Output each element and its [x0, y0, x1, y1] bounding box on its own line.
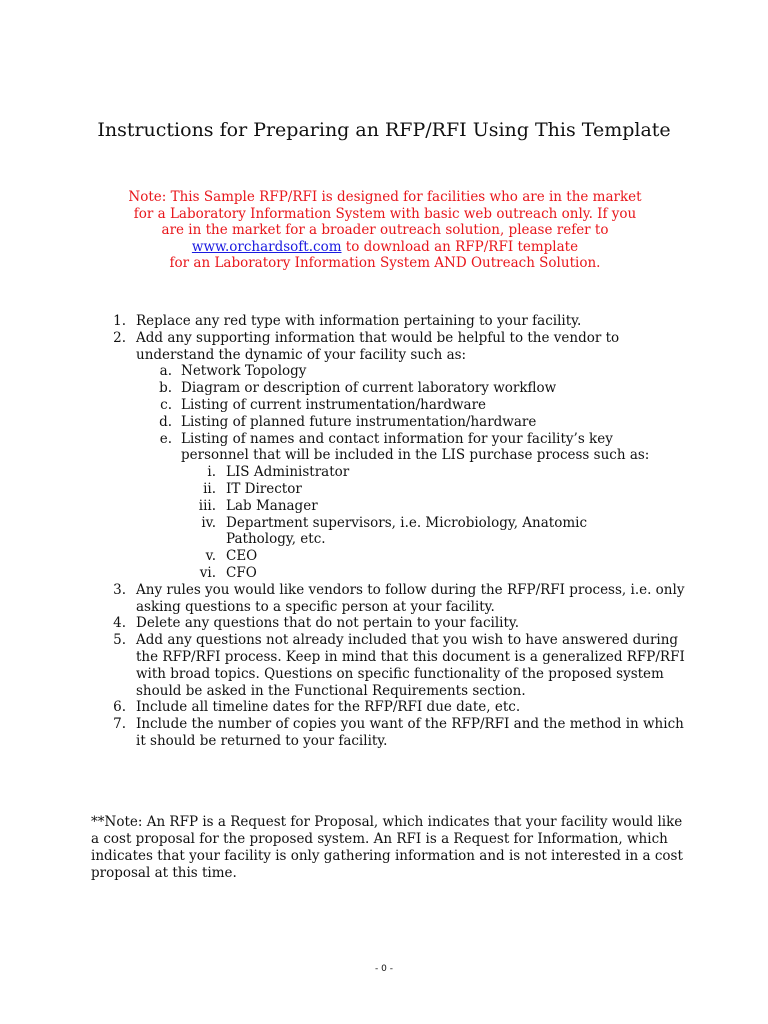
list-item-number: 5. [113, 632, 126, 649]
list-item-number: e. [159, 430, 172, 447]
list-item [0, 582, 768, 616]
note-line-4: to download an RFP/RFI template [341, 238, 579, 255]
list-item-number: 2. [113, 329, 126, 346]
list-item-text: Delete any questions that do not pertain to your facility. [136, 615, 520, 632]
list-item-text: Diagram or description of current laboratory workflow [181, 380, 557, 397]
note-line-1: Note: This Sample RFP/RFI is designed for facilities who are in the market [128, 189, 642, 205]
list-item-number: 6. [113, 699, 126, 716]
list-item [0, 313, 768, 330]
list-subsubitem [0, 548, 768, 565]
list-item-text: Replace any red type with information pertaining to your facility. [136, 313, 582, 329]
list-item-text: LIS Administrator [226, 464, 350, 481]
list-item-text: Network Topology [181, 363, 307, 380]
list-item-number: d. [159, 413, 172, 430]
list-item-number: 4. [113, 615, 126, 632]
note-line-2: for a Laboratory Information System with basic web outreach only. If you [133, 205, 637, 222]
list-item-text: Add any questions not already included that you wish to have answered during the RFP/RFI process. Keep in mind that this document is a generalized RFP/RFI with broad topics. Questions on specific functionality of the proposed system should be asked in the Functional Requirements section. [136, 632, 685, 699]
list-item-number: vi. [199, 564, 216, 581]
list-item-number: 3. [113, 581, 126, 598]
list-item-number: iii. [198, 497, 216, 514]
list-item-text: Include the number of copies you want of the RFP/RFI and the method in which it should be returned to your facility. [136, 716, 684, 749]
list-item [0, 330, 768, 364]
list-item-number: 1. [113, 313, 126, 329]
list-item-number: b. [159, 380, 172, 397]
list-item-text: CEO [226, 548, 258, 565]
instructions-list [0, 313, 768, 750]
list-item [0, 699, 768, 716]
list-item [0, 615, 768, 632]
note-line-3: are in the market for a broader outreach solution, please refer to [161, 222, 609, 239]
list-item-number: i. [207, 464, 216, 481]
list-item-text: IT Director [226, 480, 302, 497]
orchardsoft-link[interactable]: www.orchardsoft.com [191, 238, 342, 255]
list-subsubitem [0, 498, 768, 515]
list-subsubitem [0, 464, 768, 481]
list-item-text: Include all timeline dates for the RFP/RFI due date, etc. [136, 699, 521, 716]
note-line-5: for an Laboratory Information System AND Outreach Solution. [169, 255, 601, 272]
list-item-number: 7. [113, 716, 126, 733]
list-item-number: iv. [201, 514, 216, 531]
list-subitem [0, 397, 768, 414]
list-subitem [0, 431, 768, 465]
list-item-number: v. [205, 548, 216, 565]
list-subsubitem [0, 481, 768, 498]
page-number: - 0 - [375, 964, 393, 974]
rfp-rfi-footnote: **Note: An RFP is a Request for Proposal, which indicates that your facility would like a cost proposal for the proposed system. An RFI is a Request for Information, which indicates that your facility is only gathering information and is not interested in a cost proposal at this time. [91, 814, 683, 881]
list-item [0, 716, 768, 750]
list-subitem [0, 380, 768, 397]
list-item-text: Lab Manager [226, 497, 318, 514]
list-item-text: Any rules you would like vendors to follow during the RFP/RFI process, i.e. only asking questions to a specific person at your facility. [136, 581, 685, 615]
template-note [70, 189, 700, 272]
list-item-number: ii. [203, 480, 216, 497]
list-subsubitem [0, 515, 768, 549]
page-title: Instructions for Preparing an RFP/RFI Using This Template [97, 119, 671, 141]
list-item-text: Add any supporting information that would be helpful to the vendor to understand the dynamic of your facility such as: [136, 329, 620, 363]
list-subsubitem [0, 565, 768, 582]
list-item-text: Listing of current instrumentation/hardware [181, 396, 487, 413]
list-item-text: Listing of planned future instrumentation/hardware [181, 413, 537, 430]
list-item-number: a. [159, 363, 172, 380]
list-item-text: Department supervisors, i.e. Microbiology, Anatomic Pathology, etc. [226, 514, 588, 548]
list-item-number: c. [160, 396, 172, 413]
list-item-text: CFO [226, 564, 257, 581]
list-subitem [0, 363, 768, 380]
list-item-text: Listing of names and contact information for your facility’s key personnel that will be included in the LIS purchase process such as: [181, 430, 650, 464]
list-subitem [0, 414, 768, 431]
list-item [0, 632, 768, 699]
